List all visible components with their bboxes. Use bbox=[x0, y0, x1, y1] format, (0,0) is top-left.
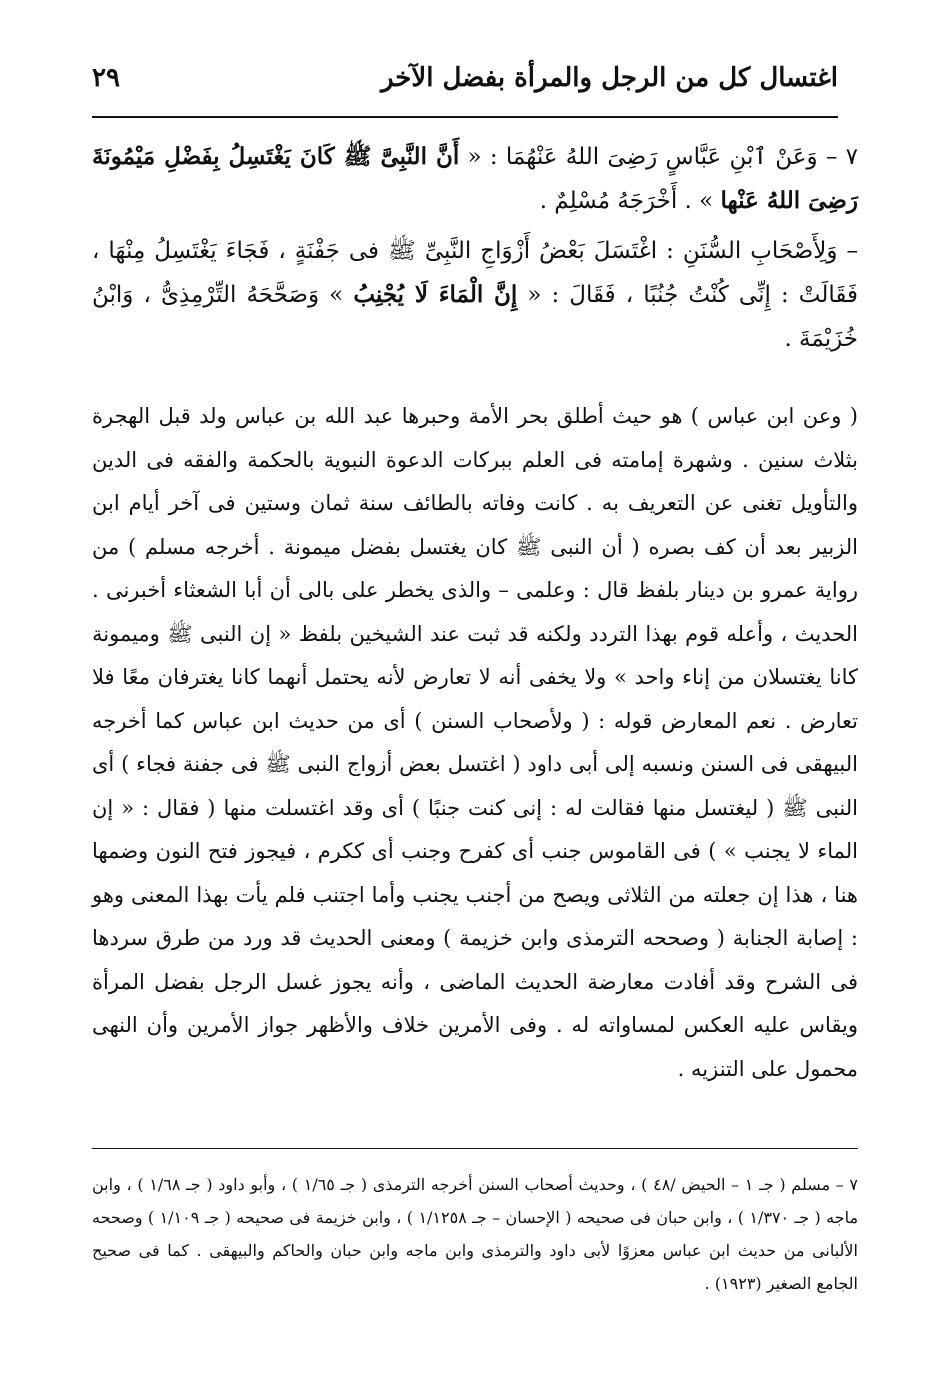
footnote bbox=[92, 1168, 858, 1300]
running-title: اغتسال كل من الرجل والمرأة بفضل الآخر bbox=[380, 63, 838, 93]
hadith-text bbox=[92, 135, 858, 367]
commentary bbox=[92, 395, 858, 1091]
page-header bbox=[92, 58, 838, 98]
footnote-text: ٧ – مسلم ( جـ ١ – الحيض /٤٨ ) ، وحديث أصحاب السنن أخرجه الترمذى ( جـ ١/٦٥ ) ، وأبو داود ( جـ ١/٦٨ ) ، وابن ماجه ( جـ ١/٣٧٠ ) ، وابن حبان فى صحيحه ( الإحسان – جـ ١/١٢٥٨ ) ، وابن خزيمة فى صحيحه ( جـ ١/١٠٩ ) وصححه الألبانى من حديث ابن عباس معزوًا لأبى داود والترمذى وابن ماجه وابن حبان والحاكم والبيهقى . كما فى صحيح الجامع الصغير (١٩٢٣) . bbox=[92, 1175, 859, 1293]
commentary-paragraph: ( وعن ابن عباس ) هو حيث أطلق بحر الأمة وحبرها عبد الله بن عباس ولد قبل الهجرة بثلاث سنين . وشهرة إمامته فى العلم ببركات الدعوة النبوية بالحكمة والفقه فى الدين والتأويل تغنى عن التعريف به . كانت وفاته بالطائف سنة ثمان وستين فى آخر أيام ابن الزبير بعد أن كف بصره ( أن النبى ﷺ كان يغتسل بفضل ميمونة . أخرجه مسلم ) من رواية عمرو بن دينار بلفظ قال : وعلمى – والذى يخطر على بالى أن أبا الشعثاء أخبرنى . الحديث ، وأعله قوم بهذا التردد ولكنه قد ثبت عند الشيخين بلفظ « إن النبى ﷺ وميمونة كانا يغتسلان من إناء واحد » ولا يخفى أنه لا تعارض لأنه يحتمل أنهما كانا يغترفان معًا فلا تعارض . نعم المعارض قوله : ( ولأصحاب السنن ) أى من حديث ابن عباس كما أخرجه البيهقى فى السنن ونسبه إلى أبى داود ( اغتسل بعض أزواج النبى ﷺ فى جفنة فجاء ) أى النبى ﷺ ( ليغتسل منها فقالت له : إنى كنت جنبًا ) أى وقد اغتسلت منها ( فقال : « إن الماء لا يجنب » ) فى القاموس جنب أى كفرح وجنب أى ككرم ، فيجوز فتح النون وضمها هنا ، هذا إن جعلته من الثلاثى ويصح من أجنب يجنب وأما اجتنب فلم يأت بهذا المعنى وهو : إصابة الجنابة ( وصححه الترمذى وابن خزيمة ) ومعنى الحديث قد ورد من طرق سردها فى الشرح وقد أفادت معارضة الحديث الماضى ، وأنه يجوز غسل الرجل بفضل المرأة ويقاس عليه العكس لمساواته له . وفى الأمرين خلاف والأظهر جواز الأمرين وأن النهى محمول على التنزيه . bbox=[92, 404, 858, 1081]
header-rule bbox=[92, 116, 838, 118]
hadith-1-outro: » . أَخْرَجَهُ مُسْلِمٌ . bbox=[539, 188, 721, 214]
hadith-1-intro: ٧ – وَعَنْ ٱبْنِ عَبَّاسٍ رَضِىَ اللهُ عَنْهُمَا : « bbox=[459, 144, 859, 170]
page-number: ٢٩ bbox=[92, 63, 120, 93]
hadith-2-quote: إِنَّ الْمَاءَ لَا يُجْنِبُ bbox=[353, 281, 518, 308]
hadith-2-outro: » وَصَحَّحَهُ التِّرْمِذِىُّ ، وَابْنُ خُزَيْمَةَ . bbox=[92, 282, 858, 352]
hadith-2-intro: – وَلِأَصْحَابِ السُّنَنِ : اغْتَسَلَ بَعْضُ أَزْوَاجِ النَّبِىِّ ﷺ فى جَفْنَةٍ ، فَجَاءَ يَغْتَسِلُ مِنْهَا ، فَقَالَتْ : إِنِّى كُنْتُ جُنُبًا ، فَقَالَ : « bbox=[92, 238, 858, 308]
hadith-paragraph-2 bbox=[92, 229, 858, 361]
hadith-1-quote: أَنَّ النَّبِىَّ ﷺ كَانَ يَغْتَسِلُ بِفَضْلِ مَيْمُونَةَ رَضِىَ اللهُ عَنْها bbox=[92, 143, 858, 214]
footnote-rule bbox=[92, 1148, 858, 1149]
hadith-paragraph-1 bbox=[92, 135, 858, 223]
